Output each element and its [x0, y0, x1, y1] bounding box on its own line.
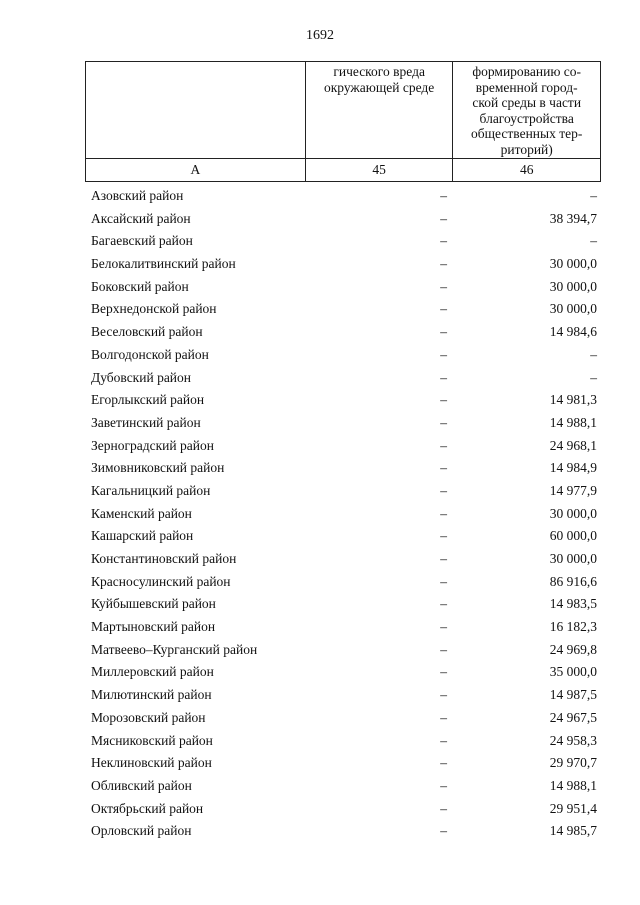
district-name: Кашарский район	[91, 528, 194, 544]
value-col-45: –	[440, 528, 447, 544]
value-col-46: 14 981,3	[549, 392, 597, 408]
table-row	[85, 593, 601, 616]
district-name: Каменский район	[91, 505, 192, 521]
district-name: Константиновский район	[91, 551, 237, 566]
district-name: Мясниковский район	[91, 732, 213, 748]
district-name: Милютинский район	[91, 687, 212, 703]
value-col-46: 30 000,0	[549, 505, 597, 521]
table-row	[85, 661, 601, 684]
district-name: Боковский район	[91, 278, 189, 294]
value-col-45: –	[440, 641, 447, 657]
value-col-46: 14 988,1	[549, 777, 597, 793]
district-name: Волгодонской район	[91, 346, 209, 362]
value-col-46: 38 394,7	[549, 210, 597, 226]
value-col-45: –	[440, 709, 447, 725]
table-row	[85, 820, 601, 843]
district-name: Октябрьский район	[91, 800, 204, 816]
value-col-45: –	[440, 392, 447, 408]
table-row	[85, 480, 601, 503]
value-col-45: –	[440, 256, 447, 272]
district-name: Аксайский район	[91, 210, 191, 226]
district-name: Зерноградский район	[91, 437, 214, 453]
table-row	[85, 730, 601, 753]
value-col-45: –	[440, 233, 447, 249]
district-name: Дубовский район	[91, 369, 192, 385]
value-col-46: 30 000,0	[549, 278, 597, 294]
value-col-45: –	[440, 414, 447, 430]
district-name: Матвеево–Курганский район	[91, 641, 258, 657]
table-row	[85, 276, 601, 299]
table-row	[85, 298, 601, 321]
value-col-45: –	[440, 687, 447, 703]
table-row	[85, 389, 601, 412]
table-row	[85, 684, 601, 707]
value-col-46: –	[590, 346, 597, 362]
value-col-45: –	[440, 210, 447, 226]
table-row	[85, 548, 601, 571]
value-col-46: 24 968,1	[549, 437, 597, 453]
table-row	[85, 571, 601, 594]
value-col-46: 24 969,8	[549, 641, 597, 657]
value-col-46: 29 970,7	[549, 755, 597, 771]
value-col-45: –	[440, 573, 447, 589]
value-col-46: 30 000,0	[549, 256, 597, 272]
value-col-46: 30 000,0	[549, 551, 597, 566]
district-name: Заветинский район	[91, 414, 201, 430]
table-header	[85, 61, 601, 182]
value-col-45: –	[440, 482, 447, 498]
district-name: Егорлыкский район	[91, 392, 205, 408]
value-col-45: –	[440, 823, 447, 839]
table-row	[85, 435, 601, 458]
value-col-46: 14 983,5	[549, 596, 597, 612]
value-col-45: –	[440, 596, 447, 612]
value-col-46: –	[590, 369, 597, 385]
table-row	[85, 321, 601, 344]
table-row	[85, 503, 601, 526]
value-col-46: 14 984,6	[549, 324, 597, 340]
table-row	[85, 525, 601, 548]
table-row	[85, 616, 601, 639]
value-col-45: –	[440, 755, 447, 771]
value-col-46: 30 000,0	[549, 301, 597, 317]
table-row	[85, 752, 601, 775]
district-name: Верхнедонской район	[91, 301, 217, 317]
value-col-46: 29 951,4	[549, 800, 597, 816]
table-row	[85, 367, 601, 390]
value-col-45: –	[440, 188, 447, 203]
district-name: Веселовский район	[91, 324, 203, 340]
value-col-46: 24 967,5	[549, 709, 597, 725]
value-col-46: 24 958,3	[549, 732, 597, 748]
table-row	[85, 457, 601, 480]
value-col-46: –	[590, 233, 597, 249]
district-name: Красносулинский район	[91, 573, 231, 589]
table-row	[85, 798, 601, 821]
table-row	[85, 344, 601, 367]
index-cell-a: А	[86, 159, 306, 182]
header-row	[86, 62, 601, 159]
header-col-45: гического вреда окружающей среде	[305, 62, 453, 159]
table-row	[85, 775, 601, 798]
value-col-45: –	[440, 346, 447, 362]
table-row	[85, 185, 601, 208]
value-col-46: 60 000,0	[549, 528, 597, 544]
table-row	[85, 639, 601, 662]
value-col-45: –	[440, 278, 447, 294]
district-name: Кагальницкий район	[91, 482, 211, 498]
district-name: Миллеровский район	[91, 664, 214, 680]
table-body	[85, 185, 601, 843]
value-col-46: 14 988,1	[549, 414, 597, 430]
value-col-45: –	[440, 324, 447, 340]
district-name: Азовский район	[91, 188, 184, 203]
page-number: 1692	[306, 28, 334, 43]
value-col-46: 16 182,3	[549, 619, 597, 635]
value-col-45: –	[440, 732, 447, 748]
table-row	[85, 253, 601, 276]
index-cell-46: 46	[453, 159, 601, 182]
district-name: Зимовниковский район	[91, 460, 225, 476]
value-col-45: –	[440, 777, 447, 793]
district-name: Морозовский район	[91, 709, 206, 725]
value-col-46: 14 987,5	[549, 687, 597, 703]
index-cell-45: 45	[305, 159, 453, 182]
header-col-46: формированию со- временной город- ской среды в части благоустройства общественных тер- риторий)	[453, 62, 601, 159]
value-col-46: 86 916,6	[549, 573, 597, 589]
value-col-45: –	[440, 437, 447, 453]
value-col-45: –	[440, 800, 447, 816]
value-col-45: –	[440, 664, 447, 680]
district-name: Неклиновский район	[91, 755, 212, 771]
value-col-45: –	[440, 369, 447, 385]
district-name: Орловский район	[91, 823, 192, 839]
value-col-45: –	[440, 301, 447, 317]
value-col-46: 14 984,9	[549, 460, 597, 476]
table-row	[85, 707, 601, 730]
value-col-45: –	[440, 460, 447, 476]
table-row	[85, 230, 601, 253]
header-col-name	[86, 62, 306, 159]
district-name: Куйбышевский район	[91, 596, 216, 612]
value-col-46: 14 985,7	[549, 823, 597, 839]
value-col-46: 14 977,9	[549, 482, 597, 498]
value-col-46: –	[590, 188, 597, 203]
table-row	[85, 412, 601, 435]
district-name: Обливский район	[91, 777, 192, 793]
value-col-46: 35 000,0	[549, 664, 597, 680]
district-name: Мартыновский район	[91, 619, 216, 635]
table-row	[85, 208, 601, 231]
index-row	[86, 159, 601, 182]
value-col-45: –	[440, 551, 447, 566]
district-name: Багаевский район	[91, 233, 193, 249]
value-col-45: –	[440, 505, 447, 521]
district-name: Белокалитвинский район	[91, 256, 236, 272]
value-col-45: –	[440, 619, 447, 635]
